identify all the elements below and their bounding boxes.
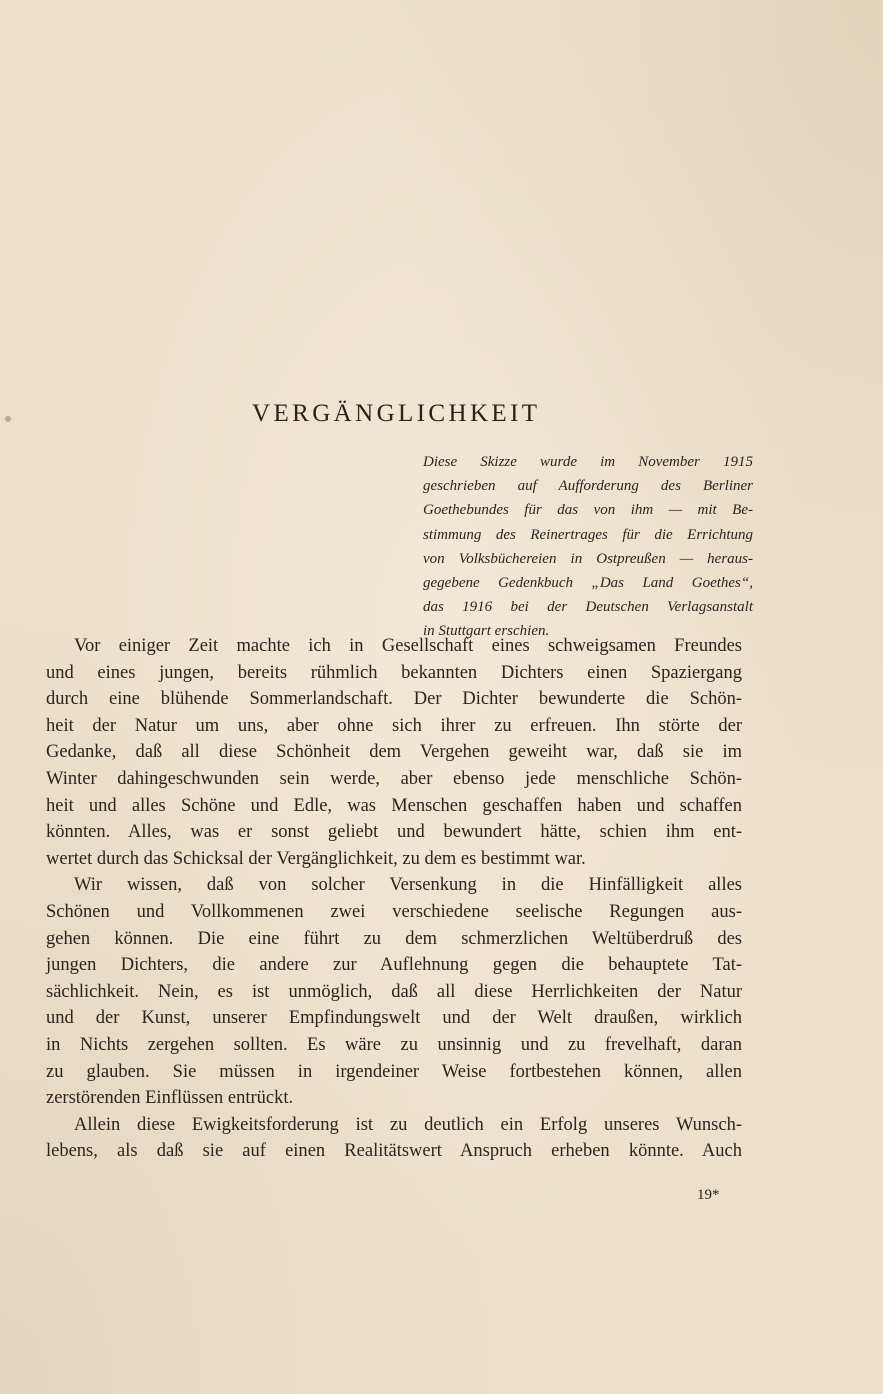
page-number: 19* [697,1187,720,1203]
text-line: Schönen und Vollkommenen zwei verschiedene seelische Regungen aus- [46,901,742,922]
text-line: Wir wissen, daß von solcher Versenkung in die Hinfälligkeit alles [74,875,742,896]
text-line: lebens, als daß sie auf einen Realitätswert Anspruch erheben könnte. Auch [46,1141,742,1162]
text-line: jungen Dichters, die andere zur Auflehnung gegen die behauptete Tat- [46,955,742,976]
note-line: Goethebundes für das von ihm — mit Be- [423,502,753,519]
note-line: von Volksbüchereien in Ostpreußen — heraus- [423,550,753,567]
text-line: zerstörenden Einflüssen entrückt. [46,1088,294,1109]
text-line: Gedanke, daß all diese Schönheit dem Vergehen geweiht war, daß sie im [46,742,742,763]
text-line: und eines jungen, bereits rühmlich bekannten Dichters einen Spaziergang [46,662,742,683]
text-line: zu glauben. Sie müssen in irgendeiner Weise fortbestehen können, allen [46,1061,742,1082]
text-line: durch eine blühende Sommerlandschaft. Der Dichter bewunderte die Schön- [46,689,742,710]
note-line: stimmung des Reinertrages für die Errichtung [423,526,753,543]
text-line: in Nichts zergehen sollten. Es wäre zu unsinnig und zu frevelhaft, daran [46,1034,742,1055]
text-line: gehen können. Die eine führt zu dem schmerzlichen Weltüberdruß des [46,928,742,949]
note-line: gegebene Gedenkbuch „Das Land Goethes“, [423,574,753,591]
text-line: sächlichkeit. Nein, es ist unmöglich, daß all diese Herrlichkeiten der Natur [46,981,742,1002]
margin-spot [5,416,11,422]
chapter-title: VERGÄNGLICHKEIT [252,400,541,427]
text-line: Allein diese Ewigkeitsforderung ist zu deutlich ein Erfolg unseres Wunsch- [74,1114,742,1135]
text-line: könnten. Alles, was er sonst geliebt und bewundert hätte, schien ihm ent- [46,822,742,843]
note-line: in Stuttgart erschien. [423,623,550,640]
note-line: das 1916 bei der Deutschen Verlagsanstalt [423,599,753,616]
text-line: Winter dahingeschwunden sein werde, aber ebenso jede menschliche Schön- [46,768,742,789]
text-line: heit und alles Schöne und Edle, was Menschen geschaffen haben und schaffen [46,795,742,816]
note-line: Diese Skizze wurde im November 1915 [423,454,753,470]
body-text [46,633,742,1165]
text-line: und der Kunst, unserer Empfindungswelt und der Welt draußen, wirklich [46,1008,742,1029]
text-line: heit der Natur um uns, aber ohne sich ihrer zu erfreuen. Ihn störte der [46,715,742,736]
editorial-note [423,450,753,644]
text-line: wertet durch das Schicksal der Vergänglichkeit, zu dem es bestimmt war. [46,848,586,869]
note-line: geschrieben auf Aufforderung des Berliner [423,478,753,495]
text-line: Vor einiger Zeit machte ich in Gesellschaft eines schweigsamen Freundes [74,636,742,656]
